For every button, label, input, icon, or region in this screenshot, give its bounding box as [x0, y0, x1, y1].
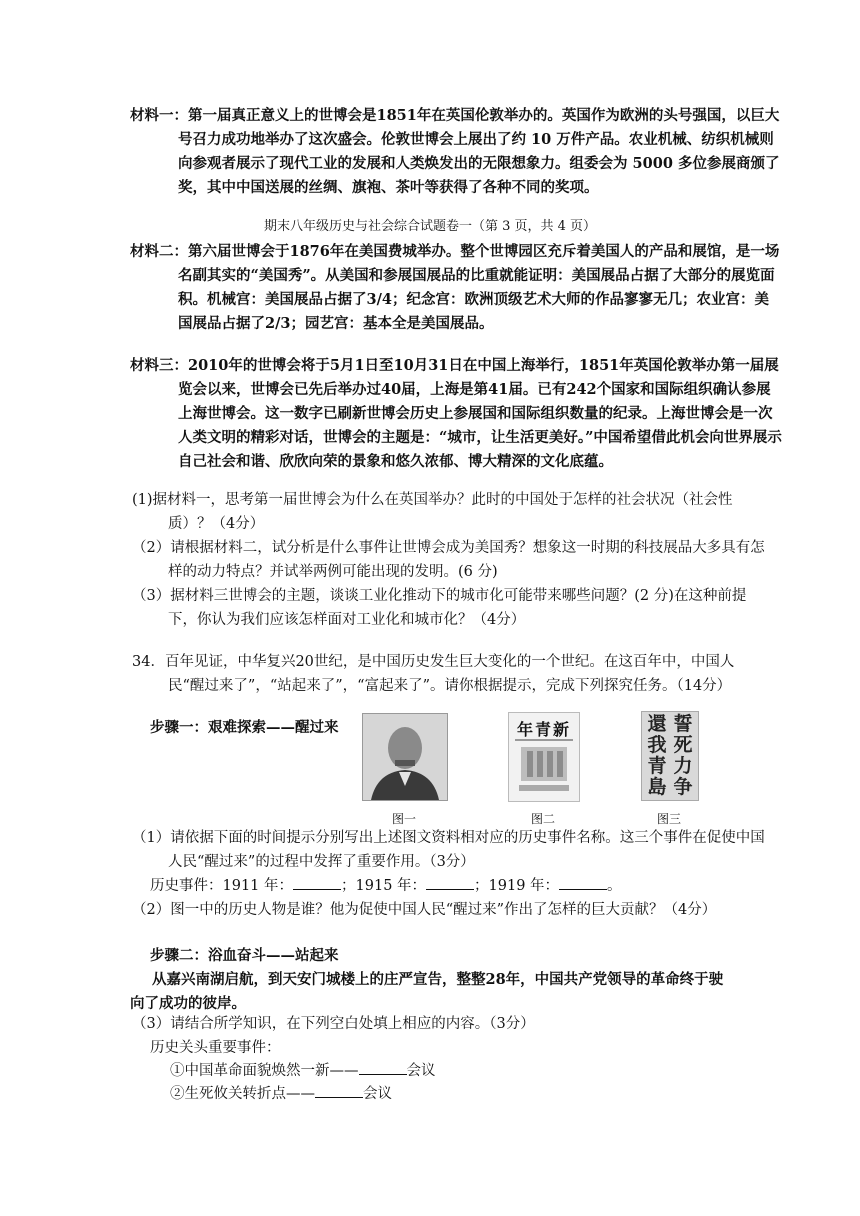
figure-3-caption: 图三 [656, 812, 681, 826]
slogan-char: 争 [673, 776, 693, 798]
figure-1-caption: 图一 [391, 812, 416, 826]
question-34-3-item-2 [170, 1082, 570, 1106]
question-34-2: （2）图一中的历史人物是谁？他为促使中国人民“醒过来”作出了怎样的巨大贡献？（4分） [132, 902, 717, 918]
item-1-prefix: ①中国革命面貌焕然一新—— [170, 1063, 359, 1079]
slogan-char: 島 [647, 776, 667, 798]
material-1 [130, 104, 782, 200]
events-end: 。 [607, 878, 622, 894]
material-1-text: 第一届真正意义上的世博会是1851年在英国伦敦举办的。英国作为欧洲的头号强国，以巨大号召力成功地举办了这次盛会。伦敦世博会上展出了约 10 万件产品。农业机械、纺织机械则向参观者展示了现代工业的发展和人类焕发出的无限想象力。组委会为 5000 多位参展商颁了奖，其中中国送展的丝绸、旗袍、茶叶等获得了各种不同的奖项。 [178, 107, 780, 196]
events-label: 历史事件： [150, 878, 223, 894]
answer-blank-1915[interactable] [426, 875, 474, 890]
figure-2-caption: 图二 [530, 812, 555, 826]
question-33-3: （3）据材料三世博会的主题，谈谈工业化推动下的城市化可能带来哪些问题？(2 分)在这种前提下，你认为我们应该怎样面对工业化和城市化？（4分） [132, 588, 747, 628]
answer-blank-item-1[interactable] [359, 1060, 407, 1075]
slogan-char: 還 [647, 713, 667, 735]
step-1-heading: 步骤一：艰难探索——醒过来 [150, 719, 339, 736]
question-33-2: （2）请根据材料二，试分析是什么事件让世博会成为美国秀？想象这一时期的科技展品大多具有怎样的动力特点？并试举两例可能出现的发明。(6 分) [132, 540, 765, 580]
material-2-label: 材料二： [130, 243, 188, 260]
question-34-intro: 34．百年见证，中华复兴20世纪，是中国历史发生巨大变化的一个世纪。在这百年中，中国人民“醒过来了”，“站起来了”，“富起来了”。请你根据提示，完成下列探究任务。（14分） [132, 654, 735, 694]
item-2-suffix: 会议 [363, 1086, 392, 1102]
event-1911-label: 1911 年： [222, 878, 294, 894]
answer-blank-item-2[interactable] [315, 1083, 363, 1098]
event-1919-label: ；1919 年： [474, 878, 560, 894]
question-34-3-item-1 [170, 1059, 570, 1083]
material-1-label: 材料一： [130, 107, 188, 124]
material-2-text: 第六届世博会于1876年在美国费城举办。整个世博园区充斥着美国人的产品和展馆，是一场名副其实的“美国秀”。从美国和参展国展品的比重就能证明：美国展品占据了大部分的展览面积。机械宫：美国展品占据了3/4；纪念宫：欧洲顶级艺术大师的作品寥寥无几；农业宫：美国展品占据了2/3；园艺宫：基本全是美国展品。 [178, 243, 780, 332]
material-3-label: 材料三： [130, 357, 188, 374]
step-2-text: 从嘉兴南湖启航，到天安门城楼上的庄严宣告，整整28年，中国共产党领导的革命终于驶向了成功的彼岸。 [130, 971, 724, 1012]
material-2 [130, 240, 782, 336]
slogan-char: 死 [673, 734, 693, 756]
slogan-char: 青 [647, 755, 667, 777]
slogan-char: 我 [647, 734, 667, 756]
material-3-text: 2010年的世博会将于5月1日至10月31日在中国上海举行，1851年英国伦敦举办第一届展览会以来，世博会已先后举办过40届，上海是第41届。已有242个国家和国际组织确认参展上海世博会。这一数字已刷新世博会历史上参展国和国际组织数量的纪录。上海世博会是一次人类文明的精彩对话，世博会的主题是：“城市，让生活更美好。”中国希望借此机会向世界展示自己社会和谐、欣欣向荣的景象和悠久浓郁、博大精深的文化底蕴。 [178, 357, 782, 470]
slogan-char: 力 [673, 755, 693, 777]
step-2-heading: 步骤二：浴血奋斗——站起来 [150, 947, 339, 964]
answer-blank-1919[interactable] [559, 875, 607, 890]
material-3 [130, 354, 782, 474]
question-34-3: （3）请结合所学知识，在下列空白处填上相应的内容。（3分） [132, 1016, 535, 1032]
portrait-image [363, 714, 447, 800]
question-34-1: （1）请依据下面的时间提示分别写出上述图文资料相对应的历史事件名称。这三个事件在促使中国人民“醒过来”的过程中发挥了重要作用。（3分） [132, 830, 765, 870]
item-2-prefix: ②生死攸关转折点—— [170, 1086, 315, 1102]
slogan-grid [644, 714, 696, 798]
magazine-title: 年青新 [516, 720, 571, 739]
figure-2-magazine-cover [508, 712, 580, 802]
item-1-suffix: 会议 [406, 1063, 436, 1079]
page-footer-line: 期末八年级历史与社会综合试题卷一（第 3 页，共 4 页） [263, 219, 597, 234]
figure-3-slogan [641, 711, 699, 801]
question-34-3-label: 历史关头重要事件： [150, 1040, 281, 1056]
magazine-cover-art [509, 713, 579, 801]
event-1915-label: ；1915 年： [341, 878, 427, 894]
question-34-1-events [150, 874, 710, 898]
figure-1-portrait [362, 713, 448, 801]
question-33-1: (1)据材料一，思考第一届世博会为什么在英国举办？此时的中国处于怎样的社会状况（社会性质）？（4分） [132, 492, 733, 532]
answer-blank-1911[interactable] [293, 875, 341, 890]
slogan-char: 誓 [673, 713, 693, 735]
